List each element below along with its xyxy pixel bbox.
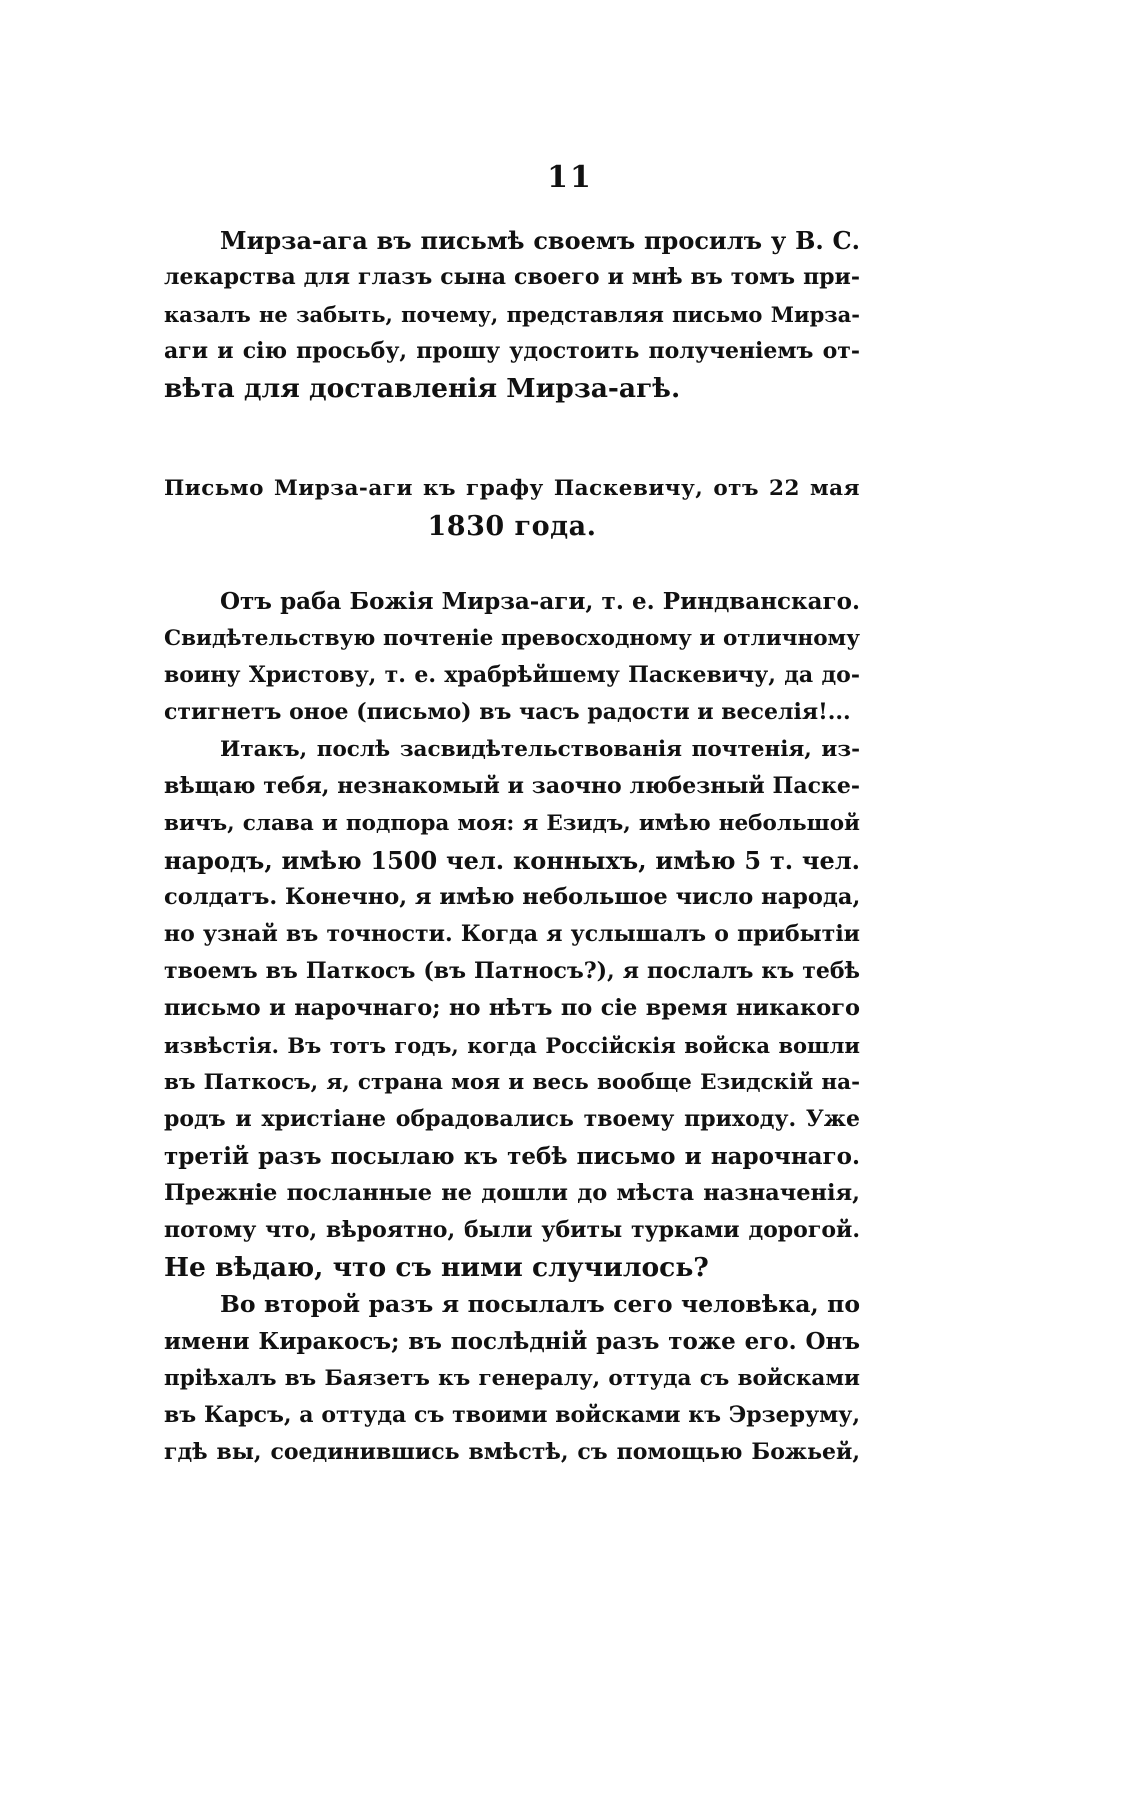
text-line: третій разъ посылаю къ тебѣ письмо и нарочнаго. — [164, 1143, 860, 1170]
text-line: солдатъ. Конечно, я имѣю небольшое число народа, — [164, 884, 861, 910]
text-line: извѣстія. Въ тотъ годъ, когда Россійскія войска вошли — [164, 1033, 860, 1058]
text-line: въ Паткосъ, я, страна моя и весь вообще Езидскій на- — [164, 1070, 860, 1095]
text-line: имени Киракосъ; въ послѣдній разъ тоже его. Онъ — [164, 1328, 860, 1355]
text-line: вичъ, слава и подпора моя: я Езидъ, имѣю небольшой — [164, 811, 860, 836]
text-line: воину Христову, т. е. храбрѣйшему Паскевичу, да до- — [164, 662, 860, 688]
text-line: но узнай въ точности. Когда я услышалъ о прибытіи — [164, 921, 860, 947]
text-line: Мирза-ага въ письмѣ своемъ просилъ у В. С. — [220, 226, 860, 255]
text-line: стигнетъ оное (письмо) въ часъ радости и веселія!... — [164, 699, 851, 725]
text-line: пріѣхалъ въ Баязетъ къ генералу, оттуда съ войсками — [164, 1366, 860, 1391]
letter-heading — [164, 470, 860, 546]
text-line: аги и сію просьбу, прошу удостоить полученіемъ от- — [164, 338, 860, 364]
text-line: вѣта для доставленія Мирза-агѣ. — [164, 373, 681, 404]
heading-line: 1830 года. — [427, 511, 597, 542]
letter-body — [164, 583, 860, 1471]
text-line: Итакъ, послѣ засвидѣтельствованія почтенія, из- — [220, 737, 860, 762]
intro-paragraph — [164, 222, 860, 407]
heading-line: Письмо Мирза-аги къ графу Паскевичу, отъ 22 мая — [164, 476, 860, 501]
text-line: лекарства для глазъ сына своего и мнѣ въ томъ при- — [164, 264, 860, 290]
text-line: вѣщаю тебя, незнакомый и заочно любезный Паске- — [164, 773, 860, 799]
text-line: Прежніе посланные не дошли до мѣста назначенія, — [164, 1180, 860, 1206]
text-line: твоемъ въ Паткосъ (въ Патносъ?), я послалъ къ тебѣ — [164, 958, 860, 984]
text-line: потому что, вѣроятно, были убиты турками дорогой. — [164, 1217, 860, 1243]
text-line: казалъ не забыть, почему, представляя письмо Мирза- — [164, 302, 860, 327]
text-line: Не вѣдаю, что съ ними случилось? — [164, 1252, 709, 1283]
text-line: народъ, имѣю 1500 чел. конныхъ, имѣю 5 т. чел. — [164, 846, 860, 875]
text-line: Отъ раба Божія Мирза-аги, т. е. Риндванскаго. — [220, 588, 860, 615]
text-line: письмо и нарочнаго; но нѣтъ по сіе время никакого — [164, 995, 860, 1021]
text-line: въ Карсъ, а оттуда съ твоими войсками къ Эрзеруму, — [164, 1402, 860, 1428]
page-number: 11 — [547, 160, 593, 195]
text-line: родъ и христіане обрадовались твоему приходу. Уже — [164, 1106, 860, 1132]
text-line: Во второй разъ я посылалъ сего человѣка, по — [220, 1290, 860, 1318]
text-line: гдѣ вы, соединившись вмѣстѣ, съ помощью Божьей, — [164, 1439, 860, 1465]
text-line: Свидѣтельствую почтеніе превосходному и отличному — [164, 626, 860, 651]
